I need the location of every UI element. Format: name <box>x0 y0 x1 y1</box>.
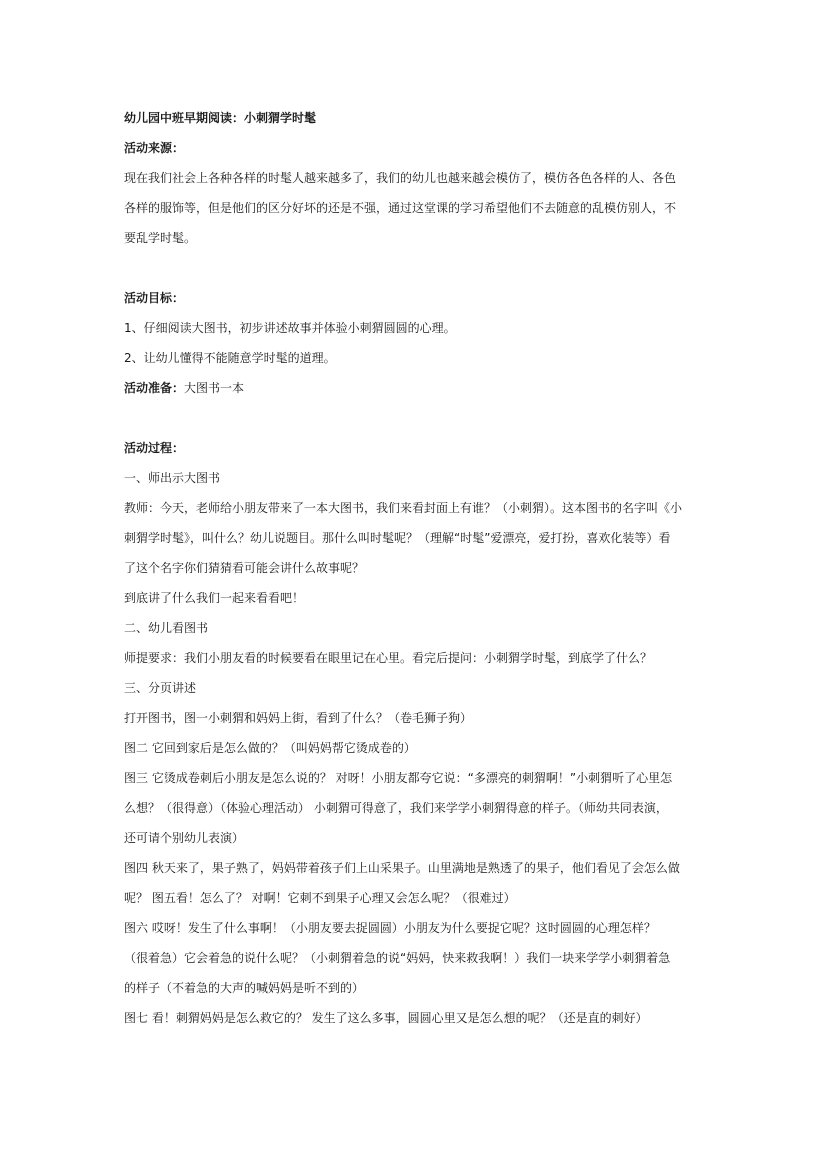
process-line: 图三 它烫成卷刺后小朋友是怎么说的？ 对呀！小朋友都夸它说：“多漂亮的刺猬啊！”小刺猬听了心里怎 <box>124 771 673 785</box>
source-line: 要乱学时髦。 <box>124 231 197 245</box>
process-line: 师提要求：我们小朋友看的时候要看在眼里记在心里。看完后提问：小刺猬学时髦，到底学了什么？ <box>124 651 653 665</box>
blank-line <box>124 403 709 433</box>
source-line: 现在我们社会上各种各样的时髦人越来越多了，我们的幼儿也越来越会模仿了，模仿各色各样的人、各色 <box>124 171 677 185</box>
process-line: 三、分页讲述 <box>124 681 197 695</box>
process-line: 么想？（很得意）（体验心理活动） 小刺猬可得意了，我们来学学小刺猬得意的样子。（师幼共同表演， <box>124 801 668 815</box>
process-line: 到底讲了什么我们一起来看看吧！ <box>124 591 305 605</box>
prep-line <box>124 373 709 403</box>
goal-item: 2、让幼儿懂得不能随意学时髦的道理。 <box>124 351 336 365</box>
process-line: 图七 看！刺猬妈妈是怎么救它的？ 发生了这么多事，圆圆心里又是怎么想的呢？（还是直的刺好） <box>124 1011 648 1025</box>
prep-value: 大图书一本 <box>184 381 245 395</box>
process-line: 图二 它回到家后是怎么做的？（叫妈妈帮它烫成卷的） <box>124 741 416 755</box>
blank-line <box>124 253 709 283</box>
process-line: 的样子（不着急的大声的喊妈妈是听不到的） <box>124 981 365 995</box>
process-line: 一、师出示大图书 <box>124 471 221 485</box>
document-page <box>124 103 709 1033</box>
process-line: 二、幼儿看图书 <box>124 621 209 635</box>
process-heading: 活动过程： <box>124 441 185 455</box>
process-line: 图四 秋天来了，果子熟了，妈妈带着孩子们上山采果子。山里满地是熟透了的果子，他们看见了会怎么做 <box>124 861 680 875</box>
goal-item: 1、仔细阅读大图书，初步讲述故事并体验小刺猬圆圆的心理。 <box>124 321 456 335</box>
process-line: 呢？ 图五看！怎么了？ 对啊！它刺不到果子心理又会怎么呢？（很难过） <box>124 891 516 905</box>
process-line: 打开图书，图一小刺猬和妈妈上街，看到了什么？（卷毛狮子狗） <box>124 711 473 725</box>
prep-label: 活动准备： <box>124 381 185 395</box>
document-title: 幼儿园中班早期阅读：小刺猬学时髦 <box>124 111 317 125</box>
process-line: （很着急）它会着急的说什么呢？（小刺猬着急的说“妈妈，快来救我啊！）我们一块来学学小刺猬着急 <box>124 951 671 965</box>
process-line: 教师：今天，老师给小朋友带来了一本大图书，我们来看封面上有谁？（小刺猬）。这本图书的名字叫《小 <box>124 501 683 515</box>
source-heading: 活动来源： <box>124 141 185 155</box>
source-line: 各样的服饰等，但是他们的区分好坏的还是不强，通过这堂课的学习希望他们不去随意的乱模仿别人，不 <box>124 201 677 215</box>
process-line: 刺猬学时髦》，叫什么？幼儿说题目。那什么叫时髦呢？（理解“时髦”爱漂亮，爱打扮，喜欢化装等）看 <box>124 531 671 545</box>
process-line: 了这个名字你们猜猜看可能会讲什么故事呢？ <box>124 561 365 575</box>
process-line: 图六 哎呀！发生了什么事啊！（小朋友要去捉圆圆）小朋友为什么要捉它呢？这时圆圆的心理怎样？ <box>124 921 656 935</box>
goals-heading: 活动目标： <box>124 291 185 305</box>
process-line: 还可请个别幼儿表演） <box>124 831 245 845</box>
